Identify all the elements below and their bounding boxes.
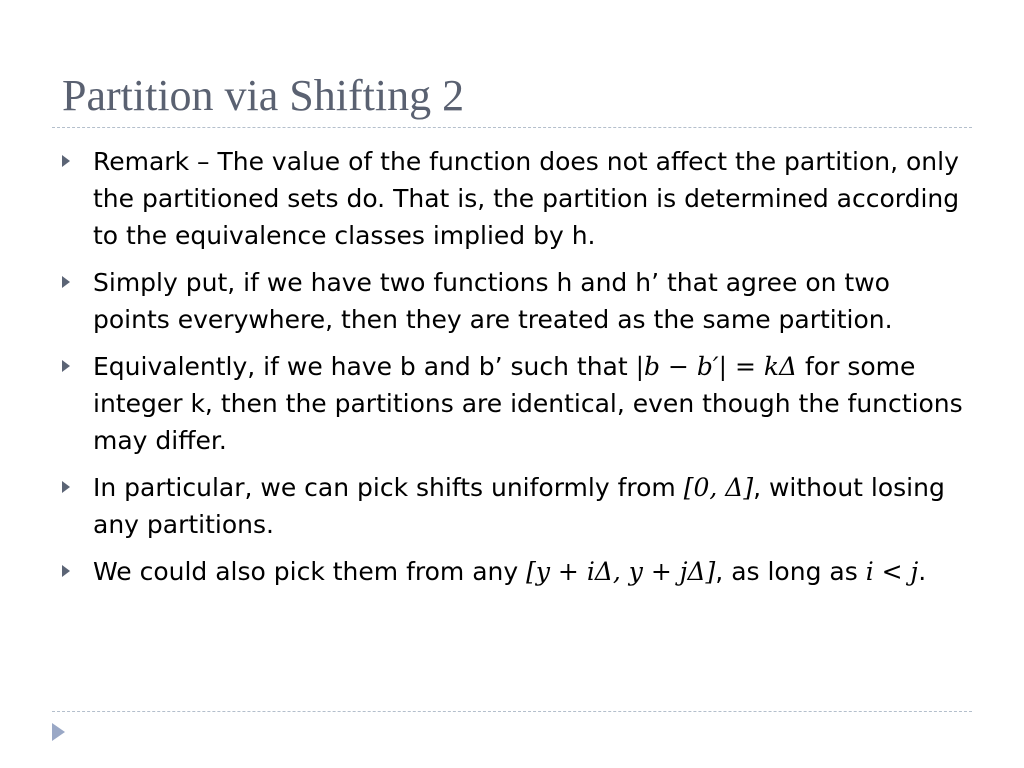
bullet-text: In particular, we can pick shifts uniformly from xyxy=(93,473,684,502)
bullet-text: Remark – The value of the function does not affect the partition, only the partitioned sets do. That is, the partition is determined according to the equivalence classes implied by h. xyxy=(93,147,960,250)
math-expression: [0, Δ] xyxy=(683,473,754,502)
bullet-item xyxy=(62,469,967,543)
footer-divider xyxy=(52,711,972,712)
bullet-text: Equivalently, if we have b and b’ such that xyxy=(93,352,636,381)
triangle-right-icon xyxy=(62,565,70,577)
bullet-item xyxy=(62,143,967,254)
math-expression: i < j xyxy=(865,557,919,586)
bullet-item xyxy=(62,553,967,590)
slide-title: Partition via Shifting 2 xyxy=(62,71,465,120)
bullet-text: , as long as xyxy=(715,557,866,586)
bullet-text: We could also pick them from any xyxy=(93,557,527,586)
triangle-right-icon xyxy=(62,276,70,288)
title-divider xyxy=(52,127,972,128)
bullet-item xyxy=(62,264,967,338)
math-expression: |b − b′| = kΔ xyxy=(635,352,798,381)
math-expression: [y + iΔ, y + jΔ] xyxy=(526,557,716,586)
bullet-text: . xyxy=(918,557,927,586)
bullet-text: Simply put, if we have two functions h and h’ that agree on two points everywhere, then they are treated as the same partition. xyxy=(93,268,893,334)
bullet-text: for some integer k, then the partitions are identical, even though the functions may differ. xyxy=(93,352,963,455)
triangle-right-icon xyxy=(62,481,70,493)
bullet-item xyxy=(62,348,967,459)
triangle-right-icon xyxy=(62,360,70,372)
triangle-right-icon xyxy=(62,155,70,167)
bullet-text: , without losing any partitions. xyxy=(93,473,945,539)
bullet-list xyxy=(62,143,967,600)
play-arrow-icon[interactable] xyxy=(52,723,65,741)
